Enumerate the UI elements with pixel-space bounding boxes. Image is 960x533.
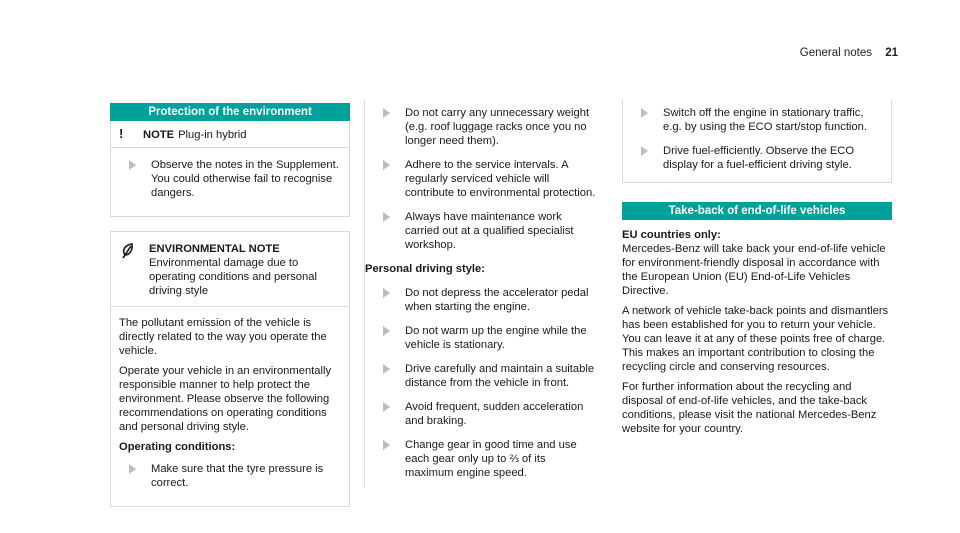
arrow-bullet-icon [383,288,390,298]
operating-conditions-heading: Operating conditions: [119,441,236,453]
list-item [119,158,341,200]
arrow-bullet-icon [383,108,390,118]
environment-leaf-icon [119,242,137,260]
env-note-header [111,232,349,307]
list-item [373,324,596,352]
page-header [800,46,898,60]
arrow-bullet-icon [129,464,136,474]
list-item [373,286,596,314]
bullet-text: Adhere to the service intervals. A regularly serviced vehicle will contribute to environmental protection. [405,159,596,199]
section-title: General notes [799,47,872,59]
bullet-box [622,100,892,183]
list-item [631,144,883,172]
page-number: 21 [885,47,898,59]
env-note-label: ENVIRONMENTAL NOTE [149,243,280,255]
list-item [373,438,596,480]
paragraph: For further information about the recycling and disposal of end-of-life vehicles, and the take-back conditions, please visit the national Mercedes-Benz website for your country. [622,381,877,435]
arrow-bullet-icon [383,212,390,222]
note-box [110,121,350,217]
bullet-text: Make sure that the tyre pressure is correct. [151,463,324,489]
bullet-text: Change gear in good time and use each gear only up to ⅔ of its maximum engine speed. [405,439,577,479]
arrow-bullet-icon [383,160,390,170]
arrow-bullet-icon [383,402,390,412]
eu-heading: EU countries only: [622,229,721,241]
note-bullet-text: Observe the notes in the Supplement. You could otherwise fail to recognise dangers. [151,159,339,199]
column-2 [364,100,604,488]
paragraph: Mercedes-Benz will take back your end-of-life vehicle for environment-friendly disposal in accordance with the European Union (EU) End-of-Life Vehicles Directive. [622,243,886,297]
bullet-text: Always have maintenance work carried out at a qualified specialist workshop. [405,211,574,251]
list-item [373,158,596,200]
list-item [373,106,596,148]
bullet-text: Do not warm up the engine while the vehicle is stationary. [405,325,587,351]
bullet-text: Drive fuel-efficiently. Observe the ECO display for a fuel-efficient driving style. [663,145,855,171]
bullet-text: Do not depress the accelerator pedal when starting the engine. [405,287,589,313]
bullet-text: Drive carefully and maintain a suitable distance from the vehicle in front. [405,363,595,389]
column-3 [622,100,892,442]
arrow-bullet-icon [383,364,390,374]
arrow-bullet-icon [641,108,648,118]
list-item [119,462,341,490]
arrow-bullet-icon [641,146,648,156]
section-title-take-back: Take-back of end-of-life vehicles [622,202,892,220]
bullet-text: Switch off the engine in stationary traffic, e.g. by using the ECO start/stop function. [663,107,867,133]
arrow-bullet-icon [129,160,136,170]
list-item [373,400,596,428]
paragraph: The pollutant emission of the vehicle is directly related to the way you operate the vehicle. [119,317,327,357]
note-header [111,121,349,148]
note-text: Plug-in hybrid [178,129,247,141]
bullet-text: Do not carry any unnecessary weight (e.g. roof luggage racks once you no longer need them). [405,107,590,147]
list-item [373,362,596,390]
list-item [631,106,883,134]
list-item [373,210,596,252]
exclamation-icon: ! [119,126,124,141]
arrow-bullet-icon [383,326,390,336]
note-label: NOTE [143,129,175,141]
arrow-bullet-icon [383,440,390,450]
paragraph: Operate your vehicle in an environmentally responsible manner to help protect the environment. Please observe the following recommendations on operating conditions and personal driving style. [119,365,332,433]
section-title-environment: Protection of the environment [110,103,350,121]
bullet-text: Avoid frequent, sudden acceleration and braking. [405,401,584,427]
column-1 [110,103,350,507]
env-note-box [110,231,350,507]
personal-driving-style-heading: Personal driving style: [365,263,485,275]
env-note-text: Environmental damage due to operating conditions and personal driving style [149,257,317,297]
paragraph: A network of vehicle take-back points and dismantlers has been established for you to return your vehicle. You can leave it at any of these points free of charge. This makes an important contribution to closing the recycling circle and conserving resources. [622,305,889,373]
